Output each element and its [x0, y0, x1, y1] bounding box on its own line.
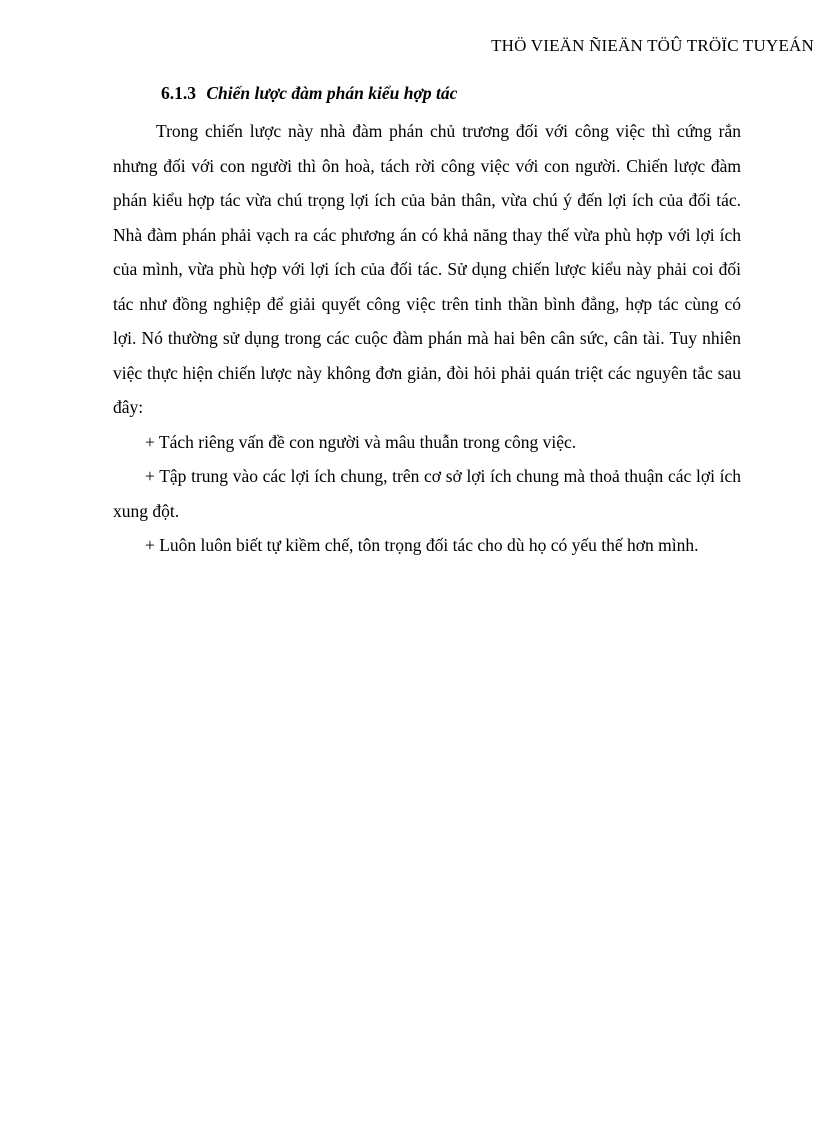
- running-header: THÖ VIEÄN ÑIEÄN TÖÛ TRÖÏC TUYEÁN: [491, 36, 814, 55]
- page-body: [113, 80, 741, 563]
- bullet-item: + Luôn luôn biết tự kiềm chế, tôn trọng đối tác cho dù họ có yếu thế hơn mình.: [145, 535, 699, 555]
- bullet-item: + Tách riêng vấn đề con người và mâu thuẫn trong công việc.: [145, 431, 577, 452]
- section-title: Chiến lược đàm phán kiểu hợp tác: [206, 83, 458, 103]
- section-number: 6.1.3: [161, 83, 196, 103]
- section-heading: [161, 80, 741, 106]
- body-paragraph: Trong chiến lược này nhà đàm phán chủ trương đối với công việc thì cứng rắn nhưng đối với con người thì ôn hoà, tách rời công việc với con người. Chiến lược đàm phán kiểu hợp tác vừa chú trọng lợi ích của bản thân, vừa chú ý đến lợi ích của đối tác. Nhà đàm phán phải vạch ra các phương án có khả năng thay thế vừa phù hợp với lợi ích của mình, vừa phù hợp với lợi ích của đối tác. Sử dụng chiến lược kiểu này phải coi đối tác như đồng nghiệp để giải quyết công việc trên tinh thần bình đẳng, hợp tác cùng có lợi. Nó thường sử dụng trong các cuộc đàm phán mà hai bên cân sức, cân tài. Tuy nhiên việc thực hiện chiến lược này không đơn giản, đòi hỏi phải quán triệt các nguyên tắc sau đây:: [113, 121, 741, 417]
- bullet-item: + Tập trung vào các lợi ích chung, trên cơ sở lợi ích chung mà thoả thuận các lợi ích xung đột.: [113, 466, 741, 521]
